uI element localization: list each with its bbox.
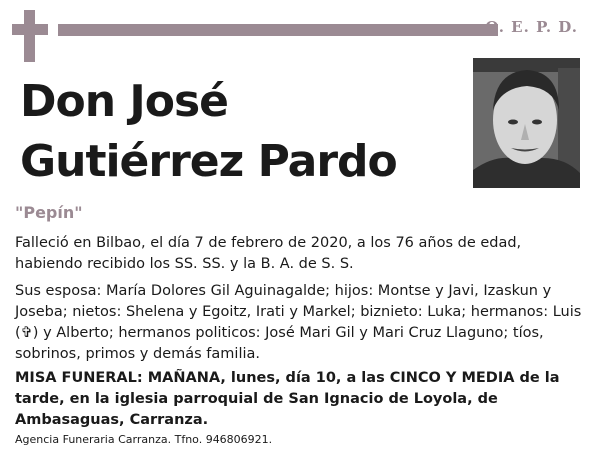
cross-icon [12,10,48,62]
deceased-photo [473,58,580,188]
deceased-name-line2: Gutiérrez Pardo [20,136,397,187]
funeral-info: MISA FUNERAL: MAÑANA, lunes, día 10, a las CINCO Y MEDIA de la tarde, en la iglesia parroquial de San Ignacio de Loyola, de Ambasaguas, Carranza. [15,370,560,428]
qepd-label: Q. E. P. D. [485,18,578,36]
funeral-agency: Agencia Funeraria Carranza. Tfno. 946806921. [15,433,273,446]
nickname: "Pepín" [15,203,83,222]
death-notice: Falleció en Bilbao, el día 7 de febrero de 2020, a los 76 años de edad, habiendo recibido los SS. SS. y la B. A. de S. S. [15,235,522,272]
deceased-name-line1: Don José [20,76,229,127]
header-divider [58,24,498,36]
family-list: Sus esposa: María Dolores Gil Aguinagalde; hijos: Montse y Javi, Izaskun y Joseba; nietos: Shelena y Egoitz, Irati y Markel; biznieto: Luka; hermanos: Luis (✞) y Alberto; hermanos politicos: José Mari Gil y Mari Cruz Llaguno; tíos, sobrinos, primos y demás familia. [15,283,582,362]
